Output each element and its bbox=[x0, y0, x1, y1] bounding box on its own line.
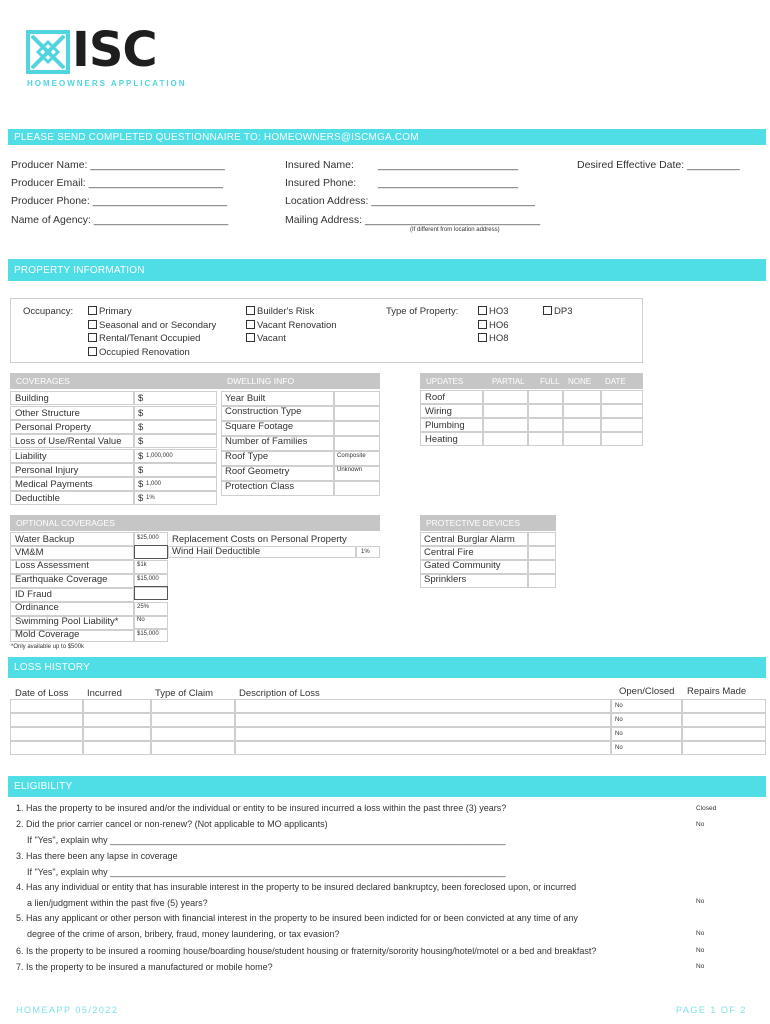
coverage-value[interactable]: $ bbox=[138, 479, 144, 490]
dwelling-label: Roof Geometry bbox=[225, 466, 290, 477]
logo-text: ISC bbox=[72, 22, 157, 78]
loss-status[interactable]: No bbox=[615, 703, 623, 709]
eligibility-q1: 1. Has the property to be insured and/or the individual or entity to be insured incurred a loss within the past three (3) years? bbox=[16, 803, 507, 813]
coverage-value[interactable]: $ bbox=[138, 393, 144, 404]
occupancy-label: Occupancy: bbox=[23, 306, 74, 317]
eligibility-a1[interactable]: Closed bbox=[696, 805, 717, 812]
dwelling-value[interactable]: Unknown bbox=[337, 467, 363, 473]
replacement-cost-label: Replacement Costs on Personal Property bbox=[172, 534, 347, 545]
type-dp3[interactable]: DP3 bbox=[543, 306, 572, 317]
insured-name-label: Insured Name: bbox=[285, 159, 354, 171]
optional-note: *Only available up to $500k bbox=[11, 644, 85, 650]
eligibility-q7: 7. Is the property to be insured a manufactured or mobile home? bbox=[16, 962, 273, 972]
optional-value[interactable]: $1k bbox=[137, 562, 147, 568]
producer-phone-field[interactable]: Producer Phone: _______________________ bbox=[11, 195, 228, 207]
update-label: Wiring bbox=[425, 406, 452, 417]
protective-label: Central Fire bbox=[424, 547, 474, 558]
producer-name-field[interactable]: Producer Name: _______________________ bbox=[11, 159, 225, 171]
producer-email-field[interactable]: Producer Email: _______________________ bbox=[11, 177, 223, 189]
occupancy-primary[interactable]: Primary bbox=[88, 306, 132, 317]
loss-status[interactable]: No bbox=[615, 731, 623, 737]
wind-hail-value[interactable]: 1% bbox=[361, 549, 370, 555]
eligibility-q4: 4. Has any individual or entity that has insurable interest in the property to be insured declared bankruptcy, been foreclosed upon, or incurred bbox=[16, 882, 577, 892]
protective-label: Central Burglar Alarm bbox=[424, 534, 515, 545]
optional-value[interactable]: $15,000 bbox=[137, 576, 159, 582]
dwelling-label: Year Built bbox=[225, 393, 266, 404]
eligibility-a2[interactable]: No bbox=[696, 821, 705, 828]
coverage-label: Deductible bbox=[15, 493, 60, 504]
wind-hail-label: Wind Hail Deductible bbox=[172, 546, 261, 557]
property-type-label: Type of Property: bbox=[386, 306, 459, 317]
dwelling-label: Number of Families bbox=[225, 436, 308, 447]
eligibility-q3: 3. Has there been any lapse in coverage bbox=[16, 851, 178, 861]
eligibility-q2-explain[interactable]: If "Yes", explain why _______________________________________________________________________________ bbox=[27, 835, 506, 845]
coverage-value[interactable]: $ bbox=[138, 408, 144, 419]
coverage-amount: 1% bbox=[146, 495, 155, 501]
eligibility-a7[interactable]: No bbox=[696, 963, 705, 970]
updates-header: UPDATES PARTIAL FULL NONE DATE bbox=[420, 373, 643, 389]
loss-history-bar: LOSS HISTORY bbox=[8, 657, 766, 678]
type-ho6[interactable]: HO6 bbox=[478, 320, 509, 331]
isc-logo-icon bbox=[26, 30, 70, 74]
optional-coverages-header: OPTIONAL COVERAGES bbox=[10, 515, 380, 531]
dwelling-label: Roof Type bbox=[225, 451, 269, 462]
optional-label: Mold Coverage bbox=[15, 629, 80, 640]
optional-value[interactable]: 25% bbox=[137, 604, 150, 610]
location-address-field[interactable]: Location Address: ____________________________ bbox=[285, 195, 535, 207]
footer-form-id: HOMEAPP 05/2022 bbox=[16, 1005, 119, 1015]
type-ho8[interactable]: HO8 bbox=[478, 333, 509, 344]
dwelling-label: Protection Class bbox=[225, 481, 295, 492]
optional-value[interactable]: $15,000 bbox=[137, 631, 159, 637]
eligibility-q3-explain[interactable]: If "Yes", explain why _______________________________________________________________________________ bbox=[27, 867, 506, 877]
coverage-value[interactable]: $ bbox=[138, 451, 144, 462]
coverage-label: Personal Injury bbox=[15, 465, 79, 476]
coverage-label: Loss of Use/Rental Value bbox=[15, 436, 122, 447]
dwelling-label: Square Footage bbox=[225, 421, 294, 432]
coverage-label: Other Structure bbox=[15, 408, 80, 419]
eligibility-q5b: degree of the crime of arson, bribery, fraud, money laundering, or tax evasion? bbox=[27, 929, 340, 939]
optional-label: Earthquake Coverage bbox=[15, 574, 108, 585]
coverage-amount: 1,000,000 bbox=[146, 453, 173, 459]
optional-value[interactable]: $25,000 bbox=[137, 535, 159, 541]
optional-label: VM&M bbox=[15, 547, 44, 558]
update-label: Heating bbox=[425, 434, 458, 445]
optional-label: Ordinance bbox=[15, 602, 59, 613]
type-ho3[interactable]: HO3 bbox=[478, 306, 509, 317]
eligibility-q5: 5. Has any applicant or other person with financial interest in the property to be insured been indicted for or been convicted at any time of any bbox=[16, 913, 578, 923]
coverage-value[interactable]: $ bbox=[138, 436, 144, 447]
eligibility-q4b: a lien/judgment within the past five (5) years? bbox=[27, 898, 208, 908]
effective-date-field[interactable]: Desired Effective Date: _________ bbox=[577, 159, 740, 171]
coverage-value[interactable]: $ bbox=[138, 422, 144, 433]
coverage-value[interactable]: $ bbox=[138, 465, 144, 476]
agency-name-field[interactable]: Name of Agency: _______________________ bbox=[11, 214, 229, 226]
mailing-address-field[interactable]: Mailing Address: ______________________________ bbox=[285, 214, 541, 226]
coverage-value[interactable]: $ bbox=[138, 493, 144, 504]
occupancy-seasonal[interactable]: Seasonal and or Secondary bbox=[88, 320, 216, 331]
eligibility-a4[interactable]: No bbox=[696, 898, 705, 905]
optional-label: Loss Assessment bbox=[15, 560, 89, 571]
optional-label: Swimming Pool Liability* bbox=[15, 616, 119, 627]
coverage-amount: 1,000 bbox=[146, 481, 162, 487]
occupancy-rental[interactable]: Rental/Tenant Occupied bbox=[88, 333, 200, 344]
optional-label: Water Backup bbox=[15, 534, 75, 545]
insured-phone-field[interactable]: ________________________ bbox=[378, 177, 519, 189]
occupancy-vacant-renovation[interactable]: Vacant Renovation bbox=[246, 320, 337, 331]
update-label: Plumbing bbox=[425, 420, 465, 431]
protective-label: Sprinklers bbox=[424, 574, 467, 585]
optional-value[interactable]: No bbox=[137, 617, 145, 623]
loss-status[interactable]: No bbox=[615, 745, 623, 751]
logo-subtitle: HOMEOWNERS APPLICATION bbox=[27, 79, 187, 88]
loss-status[interactable]: No bbox=[615, 717, 623, 723]
insured-phone-label: Insured Phone: bbox=[285, 177, 357, 189]
occupancy-vacant[interactable]: Vacant bbox=[246, 333, 286, 344]
property-bar: PROPERTY INFORMATION bbox=[8, 259, 766, 281]
optional-label: ID Fraud bbox=[15, 589, 52, 600]
protective-devices-header: PROTECTIVE DEVICES bbox=[420, 515, 556, 531]
coverage-label: Liability bbox=[15, 451, 47, 462]
footer-page-number: PAGE 1 OF 2 bbox=[676, 1005, 747, 1015]
eligibility-a5[interactable]: No bbox=[696, 930, 705, 937]
occupancy-builders-risk[interactable]: Builder's Risk bbox=[246, 306, 314, 317]
dwelling-label: Construction Type bbox=[225, 406, 302, 417]
eligibility-q6: 6. Is the property to be insured a rooming house/boarding house/student housing or fraternity/sorority housing/hotel/motel or a bed and breakfast? bbox=[16, 946, 597, 956]
eligibility-a6[interactable]: No bbox=[696, 947, 705, 954]
update-label: Roof bbox=[425, 392, 446, 403]
logo bbox=[26, 30, 70, 79]
coverage-label: Personal Property bbox=[15, 422, 92, 433]
coverage-label: Medical Payments bbox=[15, 479, 93, 490]
send-bar: PLEASE SEND COMPLETED QUESTIONNAIRE TO: HOMEOWNERS@ISCMGA.COM bbox=[8, 129, 766, 145]
coverage-label: Building bbox=[15, 393, 49, 404]
mailing-note: (If different from location address) bbox=[410, 227, 500, 233]
occupancy-occupied-renovation[interactable]: Occupied Renovation bbox=[88, 347, 190, 358]
protective-label: Gated Community bbox=[424, 560, 501, 571]
dwelling-value[interactable]: Composite bbox=[337, 453, 366, 459]
eligibility-q2: 2. Did the prior carrier cancel or non-renew? (Not applicable to MO applicants) bbox=[16, 819, 328, 829]
eligibility-bar: ELIGIBILITY bbox=[8, 776, 766, 797]
coverages-header: COVERAGES DWELLING INFO bbox=[10, 373, 380, 389]
insured-name-field[interactable]: ________________________ bbox=[378, 159, 519, 171]
